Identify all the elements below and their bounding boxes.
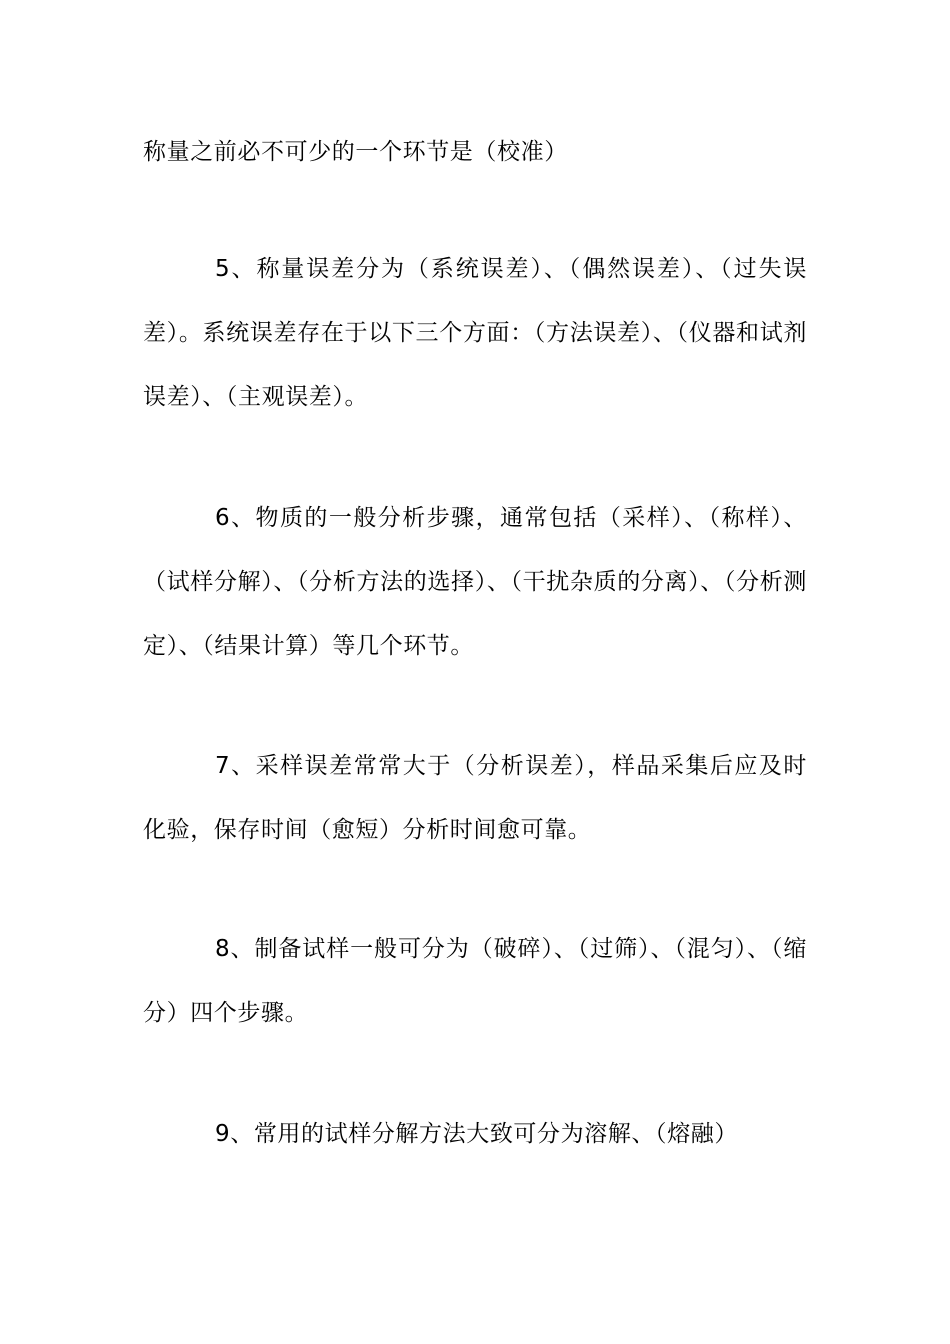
paragraph-calibration — [143, 120, 807, 184]
paragraph-text: 6、物质的一般分析步骤，通常包括（采样）、（称样）、（试样分解）、（分析方法的选择）、（干扰杂质的分离）、（分析测定）、（结果计算）等几个环节。 — [143, 505, 807, 659]
paragraph-text: 7、采样误差常常大于（分析误差），样品采集后应及时化验，保存时间（愈短）分析时间愈可靠。 — [143, 753, 807, 843]
paragraph-text: 称量之前必不可少的一个环节是（校准） — [143, 139, 568, 165]
paragraph-item-7 — [143, 734, 807, 862]
paragraph-item-6 — [143, 486, 807, 678]
paragraph-item-8 — [143, 917, 807, 1045]
paragraph-text: 8、制备试样一般可分为（破碎）、（过筛）、（混匀）、（缩分）四个步骤。 — [143, 936, 807, 1026]
paragraph-text: 9、常用的试样分解方法大致可分为溶解、（熔融） — [215, 1121, 738, 1147]
paragraph-item-9 — [143, 1102, 807, 1166]
paragraph-text: 5、称量误差分为（系统误差）、（偶然误差）、（过失误差）。系统误差存在于以下三个方面：（方法误差）、（仪器和试剂误差）、（主观误差）。 — [143, 256, 807, 410]
paragraph-item-5 — [143, 237, 807, 429]
